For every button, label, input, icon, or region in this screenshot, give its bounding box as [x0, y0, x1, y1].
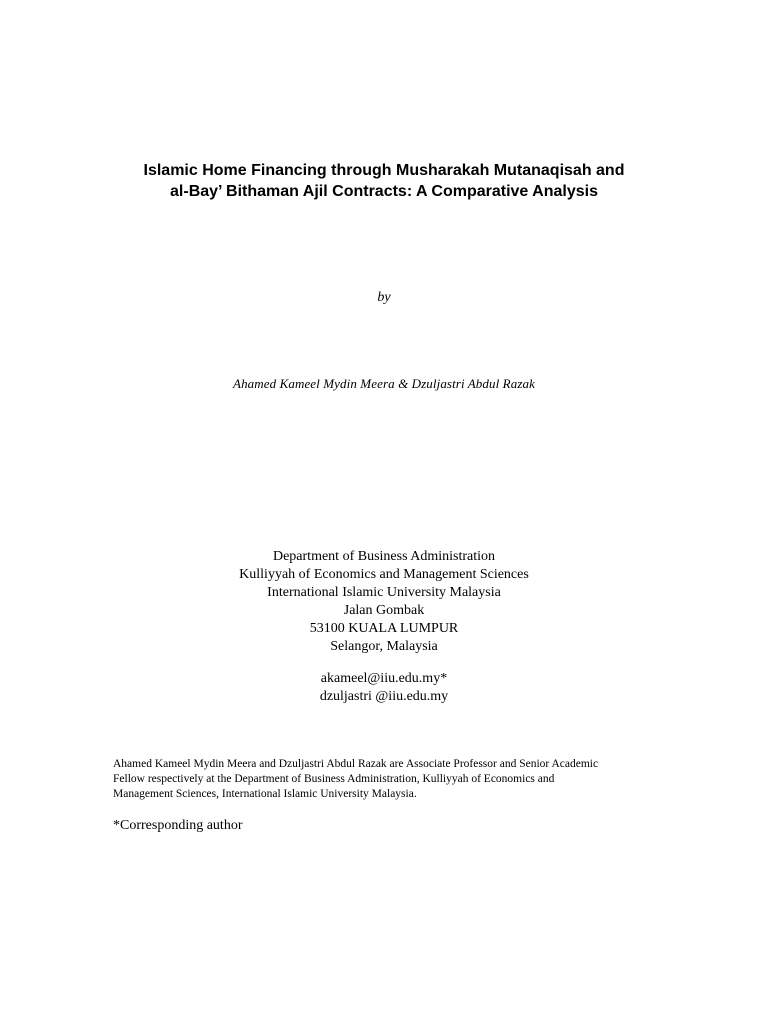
affiliation-line: Jalan Gombak	[343, 603, 425, 618]
footnote-line: Ahamed Kameel Mydin Meera and Dzuljastri Abdul Razak are Associate Professor and Senior Academic	[113, 758, 599, 770]
affiliation-line: Selangor, Malaysia	[330, 639, 438, 654]
email-address: dzuljastri @iiu.edu.my	[319, 689, 449, 704]
paper-title-line-1: Islamic Home Financing through Musharakah Mutanaqisah and	[143, 162, 625, 179]
email-address: akameel@iiu.edu.my*	[320, 671, 448, 686]
author-names: Ahamed Kameel Mydin Meera & Dzuljastri Abdul Razak	[233, 376, 535, 391]
affiliation-line: Department of Business Administration	[272, 549, 496, 564]
footnote-line: Fellow respectively at the Department of Business Administration, Kulliyyah of Economics and	[113, 773, 555, 785]
footnote-line: Management Sciences, International Islamic University Malaysia.	[113, 788, 417, 800]
affiliation-line: Kulliyyah of Economics and Management Sciences	[239, 567, 529, 582]
affiliation-line: 53100 KUALA LUMPUR	[309, 621, 459, 636]
paper-title	[0, 160, 768, 202]
paper-title-line-2: al-Bay’ Bithaman Ajil Contracts: A Comparative Analysis	[170, 183, 598, 200]
corresponding-author-note: *Corresponding author	[113, 818, 243, 833]
email-block	[0, 670, 768, 706]
affiliation-block	[0, 548, 768, 656]
author-footnote	[113, 757, 673, 802]
by-label: by	[377, 290, 391, 305]
affiliation-line: International Islamic University Malaysia	[267, 585, 501, 600]
